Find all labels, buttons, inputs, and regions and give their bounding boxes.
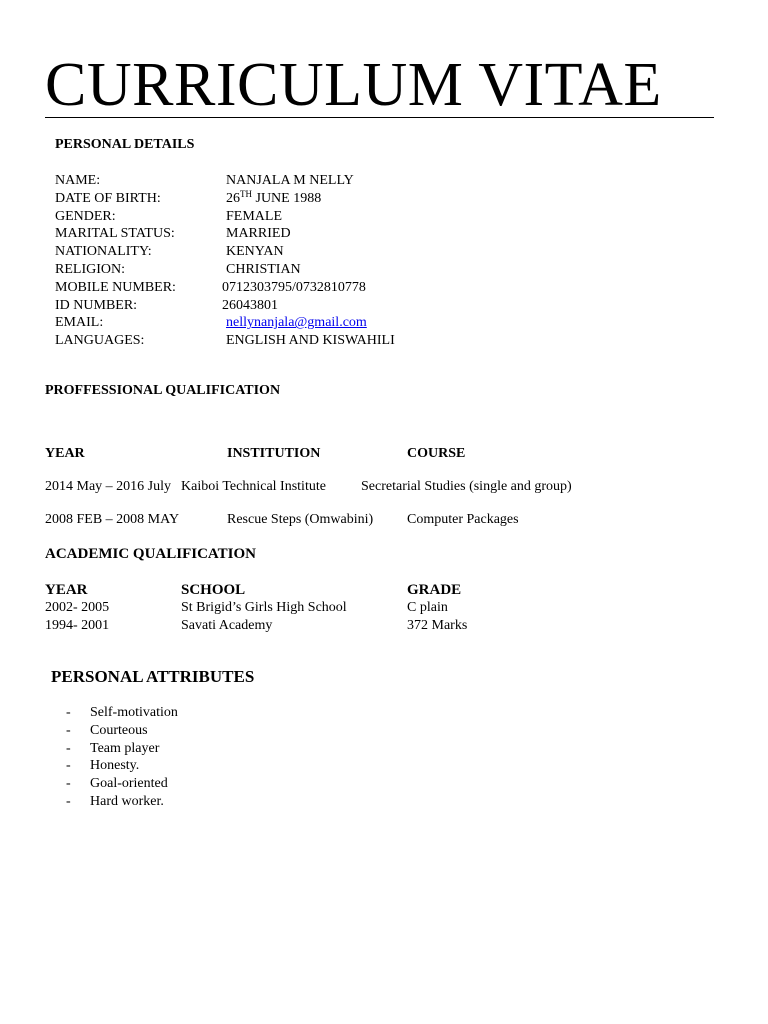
email-label: EMAIL: [55,315,104,331]
dob-suffix: TH [240,188,252,199]
name-value: NANJALA M NELLY [226,173,354,188]
professional-col-institution: INSTITUTION [227,446,321,461]
dob-rest: JUNE 1988 [252,190,322,206]
gender-value: FEMALE [226,208,282,224]
academic-qualification-heading: ACADEMIC QUALIFICATION [45,546,256,562]
personal-attributes-heading: PERSONAL ATTRIBUTES [51,667,255,686]
professional-row-1-course: Secretarial Studies (single and group) [361,479,572,494]
id-number-label: ID NUMBER: [55,297,138,313]
religion-label: RELIGION: [55,261,125,277]
mobile-number-value: 0712303795/0732810778 [222,279,366,295]
marital-status-value: MARRIED [226,226,291,242]
academic-row-1-year: 2002- 2005 [45,600,110,615]
mobile-number-label: MOBILE NUMBER: [55,279,176,295]
bullet-dash: - [66,776,71,792]
academic-col-school: SCHOOL [181,582,246,598]
title-divider [45,117,714,118]
dob-day: 26 [226,190,240,206]
bullet-dash: - [66,793,71,809]
professional-row-2-year: 2008 FEB – 2008 MAY [45,512,180,527]
professional-row-1-year: 2014 May – 2016 July [45,479,171,494]
professional-row-2-course: Computer Packages [407,512,519,527]
professional-col-year: YEAR [45,446,85,461]
bullet-dash: - [66,722,71,738]
attribute-text: Honesty. [90,758,140,774]
academic-row-1-grade: C plain [407,600,448,615]
professional-col-course: COURSE [407,446,466,461]
attribute-text: Team player [90,740,160,756]
id-number-value: 26043801 [222,297,278,313]
academic-row-2-grade: 372 Marks [407,618,468,633]
professional-qualification-heading: PROFFESSIONAL QUALIFICATION [45,383,281,398]
marital-status-label: MARITAL STATUS: [55,226,175,242]
email-link[interactable]: nellynanjala@gmail.com [226,315,367,331]
religion-value: CHRISTIAN [226,261,301,277]
academic-col-year: YEAR [45,582,88,598]
academic-row-1-school: St Brigid’s Girls High School [181,600,347,615]
bullet-dash: - [66,740,71,756]
personal-details-heading: PERSONAL DETAILS [55,137,195,152]
attribute-text: Goal-oriented [90,776,168,792]
academic-col-grade: GRADE [407,582,462,598]
gender-label: GENDER: [55,208,116,224]
dob-value [226,190,321,208]
attribute-text: Courteous [90,722,148,738]
bullet-dash: - [66,758,71,774]
professional-row-1-institution: Kaiboi Technical Institute [181,479,326,494]
professional-row-2-institution: Rescue Steps (Omwabini) [227,512,374,527]
academic-row-2-school: Savati Academy [181,618,273,633]
attribute-text: Hard worker. [90,793,164,809]
nationality-value: KENYAN [226,244,284,260]
document-title: CURRICULUM VITAE [45,51,662,119]
dob-label: DATE OF BIRTH: [55,190,161,206]
academic-row-2-year: 1994- 2001 [45,618,110,633]
languages-label: LANGUAGES: [55,333,145,349]
name-label: NAME: [55,173,101,188]
nationality-label: NATIONALITY: [55,244,152,260]
attribute-text: Self-motivation [90,705,178,720]
languages-value: ENGLISH AND KISWAHILI [226,333,395,349]
bullet-dash: - [66,705,71,720]
